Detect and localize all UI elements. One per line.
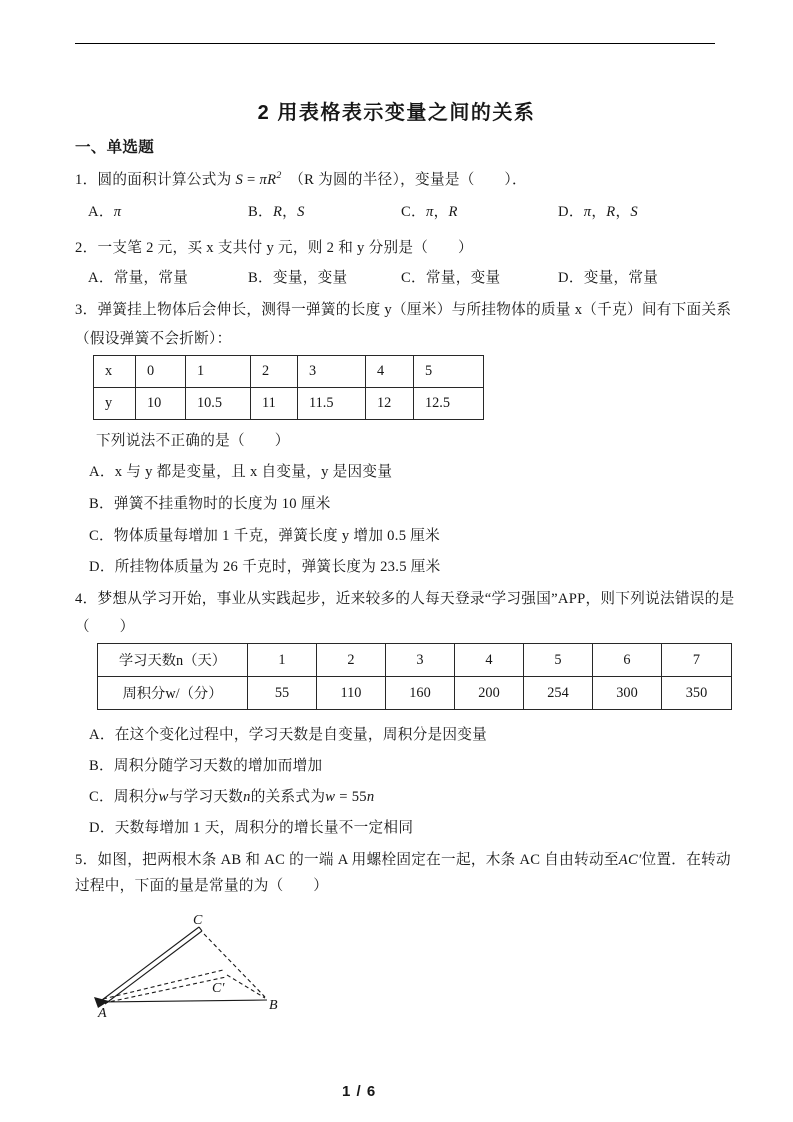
label-c-prime: C′ [212, 981, 225, 996]
table-cell: 6 [593, 644, 662, 677]
label-b: B [269, 998, 278, 1013]
page-number: 1 / 6 [342, 1083, 377, 1100]
q1-stem: 1．圆的面积计算公式为 $S = \pi R^2$ （R 为圆的半径），变量是（ ）． [75, 170, 527, 188]
table-cell: 350 [662, 677, 732, 710]
q3-prompt: 下列说法不正确的是（ ） [96, 433, 290, 449]
table-cell: x [94, 356, 136, 388]
q2-option-c: C．常量，变量 [401, 270, 501, 286]
q3-option-b: B．弹簧不挂重物时的长度为 10 厘米 [89, 496, 331, 512]
table-cell: 55 [248, 677, 317, 710]
table-cell: 4 [455, 644, 524, 677]
table-cell: 0 [136, 356, 186, 388]
q3-option-c: C．物体质量每增加 1 千克，弹簧长度 y 增加 0.5 厘米 [89, 528, 441, 544]
q5-geometry-figure [85, 905, 295, 1020]
table-cell: 160 [386, 677, 455, 710]
table-cell: 5 [524, 644, 593, 677]
q4-stem-line1: 4．梦想从学习开始，事业从实践起步，近来较多的人每天登录“学习强国”APP，则下列说法错误的是 [75, 591, 735, 607]
table-row [98, 677, 732, 710]
page-title: 2 用表格表示变量之间的关系 [257, 102, 536, 124]
table-cell: 学习天数n（天） [98, 644, 248, 677]
table-row [94, 356, 484, 388]
label-a: A [98, 1006, 107, 1020]
strip-ac-rotated-edge1 [103, 970, 223, 999]
label-c: C [193, 913, 203, 928]
q4-option-c: C．周积分w与学习天数n的关系式为w = 55n [89, 789, 375, 805]
q3-stem-line1: 3．弹簧挂上物体后会伸长，测得一弹簧的长度 y（厘米）与所挂物体的质量 x（千克）间有下面关系 [75, 302, 732, 318]
q2-option-b: B．变量，变量 [248, 270, 348, 286]
q4-option-a: A．在这个变化过程中，学习天数是自变量，周积分是因变量 [89, 727, 488, 743]
table-cell: 10.5 [186, 388, 251, 420]
q2-option-a: A．常量，常量 [88, 270, 189, 286]
table-cell: 10 [136, 388, 186, 420]
table-cell: 300 [593, 677, 662, 710]
table-cell: 周积分w/（分） [98, 677, 248, 710]
q1-option-d: D．π，R，S [558, 204, 638, 220]
q3-option-d: D．所挂物体质量为 26 千克时，弹簧长度为 23.5 厘米 [89, 559, 441, 575]
table-cell: 3 [298, 356, 366, 388]
dashed-c-prime-to-b [227, 975, 265, 998]
table-cell: y [94, 388, 136, 420]
q1-option-c: C．π，R [401, 204, 458, 220]
table-cell: 5 [414, 356, 484, 388]
q4-option-b: B．周积分随学习天数的增加而增加 [89, 758, 323, 774]
section-heading: 一、单选题 [75, 139, 155, 156]
table-cell: 254 [524, 677, 593, 710]
segment-ab [101, 1000, 267, 1002]
table-cell: 2 [251, 356, 298, 388]
table-cell: 11 [251, 388, 298, 420]
table-cell: 12.5 [414, 388, 484, 420]
table-cell: 2 [317, 644, 386, 677]
strip-ac-rotated-edge2 [104, 977, 226, 1003]
q1-option-b: B．R，S [248, 204, 305, 220]
q4-stem-line2: （ ） [75, 619, 135, 635]
table-cell: 200 [455, 677, 524, 710]
strip-ac-edge2 [105, 931, 202, 1004]
strip-ac-edge1 [102, 927, 199, 1000]
table-row [94, 388, 484, 420]
q4-points-table [97, 643, 732, 710]
table-cell: 1 [186, 356, 251, 388]
q3-option-a: A．x 与 y 都是变量，且 x 自变量，y 是因变量 [89, 464, 393, 480]
q3-spring-table [93, 355, 484, 420]
table-cell: 4 [366, 356, 414, 388]
q5-stem-line1: 5．如图，把两根木条 AB 和 AC 的一端 A 用螺栓固定在一起，木条 AC 自由转动至AC′位置．在转动 [75, 852, 731, 868]
table-cell: 3 [386, 644, 455, 677]
q5-stem-line2: 过程中，下面的量是常量的为（ ） [75, 878, 329, 894]
table-row [98, 644, 732, 677]
table-cell: 110 [317, 677, 386, 710]
q1-option-a: A．π [88, 204, 122, 220]
table-cell: 12 [366, 388, 414, 420]
q4-option-d: D．天数每增加 1 天，周积分的增长量不一定相同 [89, 820, 414, 836]
header-rule [75, 43, 715, 44]
q3-stem-line2: （假设弹簧不会折断）： [75, 331, 232, 347]
q2-option-d: D．变量，常量 [558, 270, 659, 286]
table-cell: 7 [662, 644, 732, 677]
table-cell: 1 [248, 644, 317, 677]
table-cell: 11.5 [298, 388, 366, 420]
q2-stem: 2．一支笔 2 元，买 x 支共付 y 元，则 2 和 y 分别是（ ） [75, 240, 473, 256]
